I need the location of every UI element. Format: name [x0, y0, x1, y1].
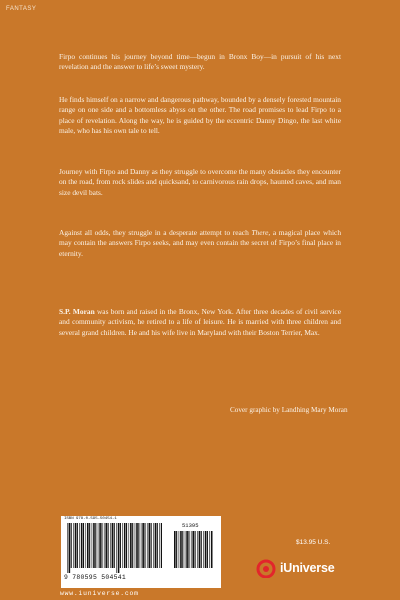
barcode-bar: [81, 523, 83, 568]
barcode-bar: [211, 531, 213, 568]
barcode-bar: [207, 531, 208, 568]
barcode-bar: [182, 531, 183, 568]
author-name: S.P. Moran: [59, 307, 95, 316]
blurb-paragraph-3: Journey with Firpo and Danny as they struggle to overcome the many obstacles they encounter on the road, from rock slides and quicksand, to carnivorous rain drops, haunted caves, and man size devil bats.: [59, 167, 341, 197]
barcode-bar: [147, 523, 148, 568]
barcode-bar: [142, 523, 144, 568]
barcode-bar: [209, 531, 210, 568]
barcode-bar: [144, 523, 145, 568]
barcode-bar: [174, 531, 176, 568]
barcode-bar: [151, 523, 152, 568]
barcode-bar: [132, 523, 133, 568]
barcode-bar: [157, 523, 158, 568]
barcode-bar: [199, 531, 201, 568]
barcode-bar: [205, 531, 207, 568]
barcode-bar: [124, 523, 126, 568]
barcode-bar: [130, 523, 132, 568]
barcode-bar: [85, 523, 86, 568]
barcode-bar: [186, 531, 188, 568]
barcode-bar: [67, 523, 68, 573]
cover-credit: Cover graphic by Landhing Mary Moran: [230, 406, 348, 414]
barcode-bar: [201, 531, 202, 568]
isbn-barcode: [61, 516, 221, 588]
barcode-bar: [185, 531, 186, 568]
publisher-website[interactable]: www.iuniverse.com: [60, 590, 139, 597]
barcode-bar: [98, 523, 99, 568]
barcode-bar: [73, 523, 74, 568]
author-bio: S.P. Moran was born and raised in the Bronx, New York. After three decades of civil service and community activism, he retired to a life of leisure. He is married with three children and several grand children. He and his wife live in Maryland with their Boston Terrier, Max.: [59, 307, 341, 337]
barcode-bar: [159, 523, 160, 568]
barcode-bar: [135, 523, 136, 568]
barcode-bar: [114, 523, 115, 568]
barcode-bar: [195, 531, 196, 568]
barcode-bar: [203, 531, 204, 568]
barcode-bar: [161, 523, 162, 568]
isbn-label: ISBN 978-0-595-50454-1: [64, 517, 117, 521]
publisher-logo: [256, 558, 334, 578]
blurb-paragraph-1: Firpo continues his journey beyond time—begun in Bronx Boy—in pursuit of his next revelation and the answer to life’s sweet mystery.: [59, 52, 341, 72]
barcode-bar: [112, 523, 114, 568]
barcode-bar: [188, 531, 189, 568]
barcode-bar: [138, 523, 139, 568]
barcode-bar: [116, 523, 117, 573]
genre-label: FANTASY: [6, 6, 37, 12]
barcode-bar: [155, 523, 157, 568]
blurb-paragraph-4: Against all odds, they struggle in a desperate attempt to reach There, a magical place which may contain the answers Firpo seeks, and may even contain the secret of Firpo’s final place in eternity.: [59, 228, 342, 258]
barcode-bar: [197, 531, 198, 568]
barcode-bar: [99, 523, 101, 568]
barcode-bar: [105, 523, 107, 568]
barcode-bar: [122, 523, 123, 568]
ean-barcode-bars: [66, 523, 162, 573]
barcode-bar: [120, 523, 121, 568]
barcode-bar: [118, 523, 120, 573]
barcode-bar: [79, 523, 80, 568]
barcode-bar: [75, 523, 77, 568]
barcode-bar: [126, 523, 127, 568]
iuniverse-logo-icon: [256, 558, 276, 578]
barcode-bar: [83, 523, 84, 568]
barcode-bar: [129, 523, 130, 568]
barcode-bar: [192, 531, 194, 568]
barcode-bar: [179, 531, 180, 568]
barcode-bar: [153, 523, 154, 568]
barcode-bar: [149, 523, 151, 568]
barcode-bar: [69, 523, 71, 573]
barcode-bar: [95, 523, 96, 568]
barcode-bar: [141, 523, 142, 568]
barcode-bar: [136, 523, 138, 568]
barcode-bar: [176, 531, 177, 568]
barcode-bar: [191, 531, 192, 568]
barcode-bar: [180, 531, 182, 568]
book-price: $13.95 U.S.: [296, 539, 331, 546]
barcode-bar: [110, 523, 111, 568]
price-code: 51395: [182, 522, 199, 529]
barcode-bar: [77, 523, 78, 568]
barcode-bar: [93, 523, 95, 568]
place-name-there: There: [251, 228, 269, 237]
barcode-bar: [108, 523, 109, 568]
barcode-bar: [71, 523, 72, 568]
barcode-bar: [104, 523, 105, 568]
barcode-bar: [92, 523, 93, 568]
barcode-bar: [101, 523, 102, 568]
barcode-bar: [89, 523, 90, 568]
barcode-bar: [87, 523, 89, 568]
ean-digits: 9 780595 504541: [64, 574, 127, 581]
blurb-paragraph-2: He finds himself on a narrow and dangerous pathway, bounded by a densely forested mountain range on one side and a bottomless abyss on the other. The road promises to lead Firpo to a place of revelation. Along the way, he is guided by the eccentric Danny Dingo, the last white male, who has his own tale to tell.: [59, 95, 341, 136]
price-barcode-bars: [173, 531, 213, 573]
publisher-name: iUniverse: [280, 561, 335, 575]
